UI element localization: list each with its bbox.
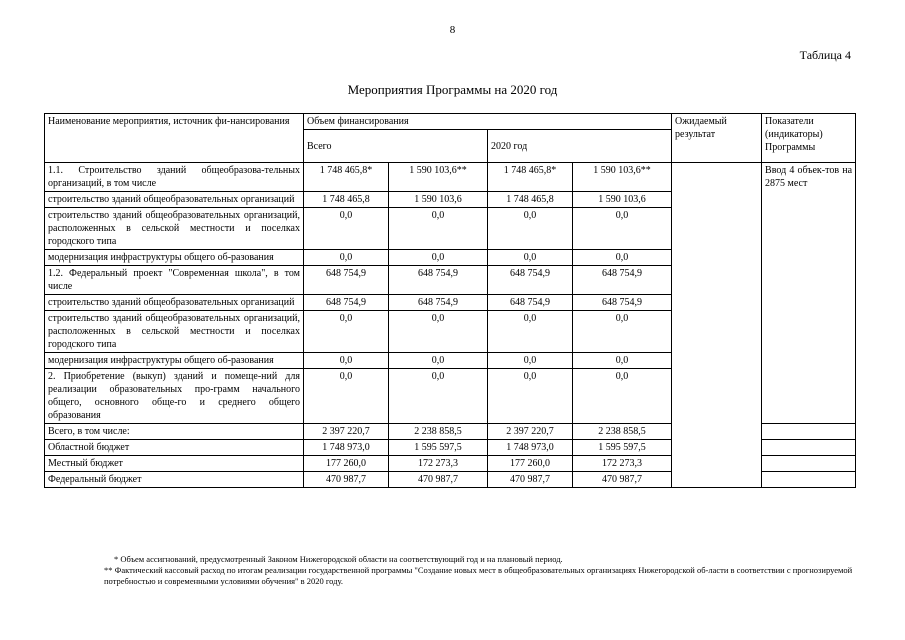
row-value: 0,0 <box>573 311 672 353</box>
row-value: 1 590 103,6 <box>389 192 488 208</box>
row-value: 1 748 465,8* <box>304 163 389 192</box>
total-value: 1 748 973,0 <box>304 440 389 456</box>
row-value: 1 748 465,8 <box>488 192 573 208</box>
indicator-empty-cell <box>762 472 856 488</box>
row-value: 0,0 <box>488 250 573 266</box>
row-name: 1.2. Федеральный проект "Современная школа", в том числе <box>45 266 304 295</box>
row-value: 0,0 <box>389 311 488 353</box>
row-value: 0,0 <box>573 250 672 266</box>
total-value: 1 748 973,0 <box>488 440 573 456</box>
row-value: 648 754,9 <box>573 295 672 311</box>
header-indicators: Показатели (индикаторы) Программы <box>762 114 856 163</box>
total-value: 1 595 597,5 <box>389 440 488 456</box>
row-value: 0,0 <box>488 311 573 353</box>
row-value: 0,0 <box>304 369 389 424</box>
footnotes <box>44 554 855 587</box>
total-value: 470 987,7 <box>389 472 488 488</box>
row-name: строительство зданий общеобразовательных организаций, расположенных в сельской местности и поселках городского типа <box>45 208 304 250</box>
total-value: 2 238 858,5 <box>573 424 672 440</box>
total-value: 470 987,7 <box>573 472 672 488</box>
expected-result-cell <box>672 163 762 488</box>
total-name: Местный бюджет <box>45 456 304 472</box>
header-name-col: Наименование мероприятия, источник фи-нансирования <box>45 114 304 163</box>
page-number: 8 <box>449 24 456 36</box>
indicator-empty-cell <box>762 424 856 440</box>
row-value: 0,0 <box>389 353 488 369</box>
row-name: строительство зданий общеобразовательных организаций, расположенных в сельской местности и поселках городского типа <box>45 311 304 353</box>
row-value: 0,0 <box>389 369 488 424</box>
row-value: 0,0 <box>488 369 573 424</box>
total-value: 172 273,3 <box>389 456 488 472</box>
row-value: 0,0 <box>573 353 672 369</box>
row-value: 0,0 <box>304 250 389 266</box>
row-value: 648 754,9 <box>304 295 389 311</box>
total-value: 1 595 597,5 <box>573 440 672 456</box>
row-value: 0,0 <box>304 311 389 353</box>
row-value: 1 748 465,8* <box>488 163 573 192</box>
header-volume: Объем финансирования <box>304 114 672 130</box>
footnote-1: * Объем ассигнований, предусмотренный Законом Нижегородской области на соответствующий год и на плановый период. <box>114 554 563 564</box>
row-value: 0,0 <box>304 353 389 369</box>
row-value: 0,0 <box>573 369 672 424</box>
row-value: 0,0 <box>488 353 573 369</box>
row-value: 0,0 <box>304 208 389 250</box>
total-value: 2 238 858,5 <box>389 424 488 440</box>
row-value: 0,0 <box>573 208 672 250</box>
total-name: Областной бюджет <box>45 440 304 456</box>
header-total: Всего <box>304 130 488 163</box>
total-name: Федеральный бюджет <box>45 472 304 488</box>
row-value: 1 590 103,6** <box>389 163 488 192</box>
row-value: 648 754,9 <box>488 266 573 295</box>
total-value: 177 260,0 <box>304 456 389 472</box>
row-name: модернизация инфраструктуры общего об-разования <box>45 353 304 369</box>
table-label: Таблица 4 <box>799 48 851 62</box>
document-title: Мероприятия Программы на 2020 год <box>347 82 558 97</box>
program-table <box>44 113 856 488</box>
row-value: 1 748 465,8 <box>304 192 389 208</box>
row-value: 1 590 103,6 <box>573 192 672 208</box>
row-value: 648 754,9 <box>389 266 488 295</box>
row-value: 0,0 <box>389 208 488 250</box>
total-value: 470 987,7 <box>488 472 573 488</box>
table-row <box>45 163 856 192</box>
row-name: строительство зданий общеобразовательных организаций <box>45 295 304 311</box>
row-value: 0,0 <box>488 208 573 250</box>
indicator-value: Ввод 4 объек-тов на 2875 мест <box>762 163 856 424</box>
total-name: Всего, в том числе: <box>45 424 304 440</box>
header-expected: Ожидаемый результат <box>672 114 762 163</box>
total-value: 2 397 220,7 <box>488 424 573 440</box>
footnote-2: ** Фактический кассовый расход по итогам реализации государственной программы "Создание новых мест в общеобразовательных организациях Нижегородской об-ласти в соответствии с прогнозируемой потребностью и современными условиями обучения" в 2020 году. <box>104 565 853 586</box>
row-name: 2. Приобретение (выкуп) зданий и помеще-ний для реализации образовательных про-грамм начального общего, основного обще-го и среднего общего образования <box>45 369 304 424</box>
row-name: модернизация инфраструктуры общего об-разования <box>45 250 304 266</box>
header-year: 2020 год <box>488 130 672 163</box>
total-value: 177 260,0 <box>488 456 573 472</box>
row-value: 648 754,9 <box>573 266 672 295</box>
total-value: 172 273,3 <box>573 456 672 472</box>
row-value: 648 754,9 <box>389 295 488 311</box>
total-value: 470 987,7 <box>304 472 389 488</box>
row-value: 648 754,9 <box>304 266 389 295</box>
row-value: 1 590 103,6** <box>573 163 672 192</box>
indicator-empty-cell <box>762 440 856 456</box>
row-value: 648 754,9 <box>488 295 573 311</box>
total-value: 2 397 220,7 <box>304 424 389 440</box>
row-value: 0,0 <box>389 250 488 266</box>
indicator-empty-cell <box>762 456 856 472</box>
row-name: 1.1. Строительство зданий общеобразова-тельных организаций, в том числе <box>45 163 304 192</box>
row-name: строительство зданий общеобразовательных организаций <box>45 192 304 208</box>
